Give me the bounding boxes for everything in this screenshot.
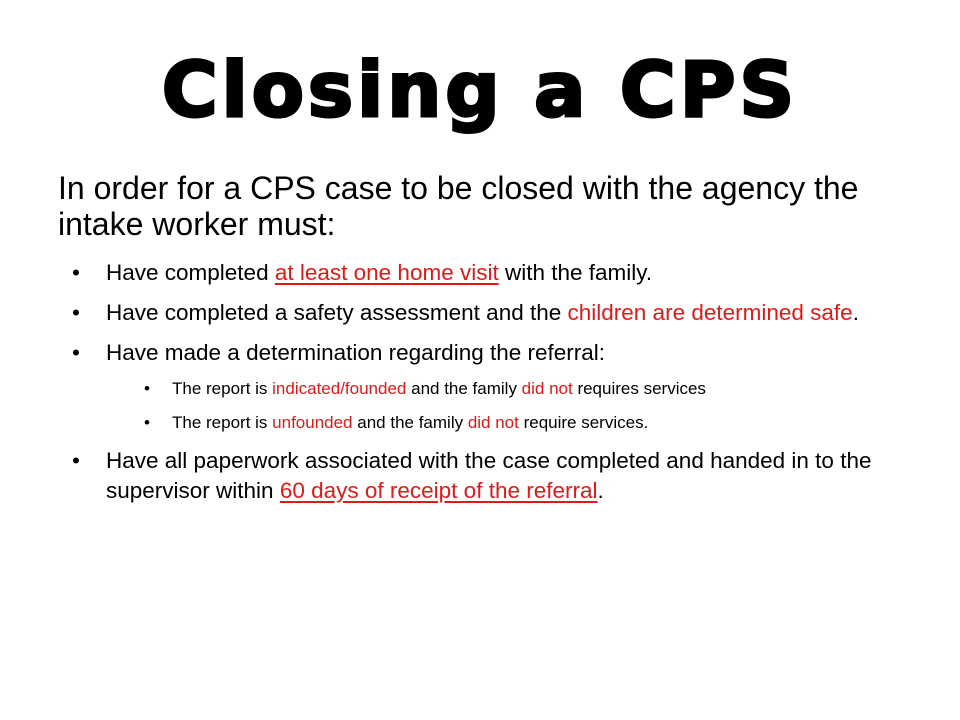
bullet-text: The report is [172, 413, 273, 432]
highlight-unfounded: unfounded [272, 413, 353, 432]
bullet-dot-icon: • [72, 260, 80, 285]
bullet-text: with the family. [498, 260, 653, 285]
bullet-text: Have all paperwork associated with the case completed and handed in to the supervisor within [106, 448, 872, 503]
bullet-text: requires services [572, 379, 706, 398]
bullet-dot-icon: • [72, 340, 80, 365]
slide-title: Closing a CPS [161, 45, 799, 134]
sub-bullet-unfounded [144, 412, 852, 434]
bullet-paperwork [72, 446, 896, 506]
bullet-text: and the family [352, 413, 468, 432]
bullet-dot-icon: • [144, 379, 150, 398]
bullet-text: . [852, 300, 859, 325]
highlight-did-not: did not [467, 413, 519, 432]
bullet-dot-icon: • [144, 413, 150, 432]
bullet-text: The report is [172, 379, 273, 398]
bullet-safety-assessment [72, 298, 896, 328]
bullet-text: Have made a determination regarding the referral: [106, 340, 606, 365]
highlight-indicated: indicated/founded [272, 379, 407, 398]
bullet-dot-icon: • [72, 448, 80, 473]
bullet-list [0, 258, 960, 516]
intro-text: In order for a CPS case to be closed with the agency the intake worker must: [58, 170, 859, 242]
highlight-60-days: 60 days of receipt of the referral [279, 478, 598, 503]
highlight-home-visit: at least one home visit [274, 260, 499, 285]
bullet-determination [72, 338, 896, 368]
bullet-text: . [597, 478, 604, 503]
bullet-dot-icon: • [72, 300, 80, 325]
highlight-children-safe: children are determined safe [567, 300, 853, 325]
sub-bullet-indicated [144, 378, 852, 400]
bullet-home-visit [72, 258, 896, 288]
bullet-text: and the family [406, 379, 522, 398]
bullet-text: Have completed [106, 260, 275, 285]
bullet-text: Have completed a safety assessment and the [106, 300, 568, 325]
highlight-did-not: did not [521, 379, 573, 398]
bullet-text: require services. [518, 413, 649, 432]
